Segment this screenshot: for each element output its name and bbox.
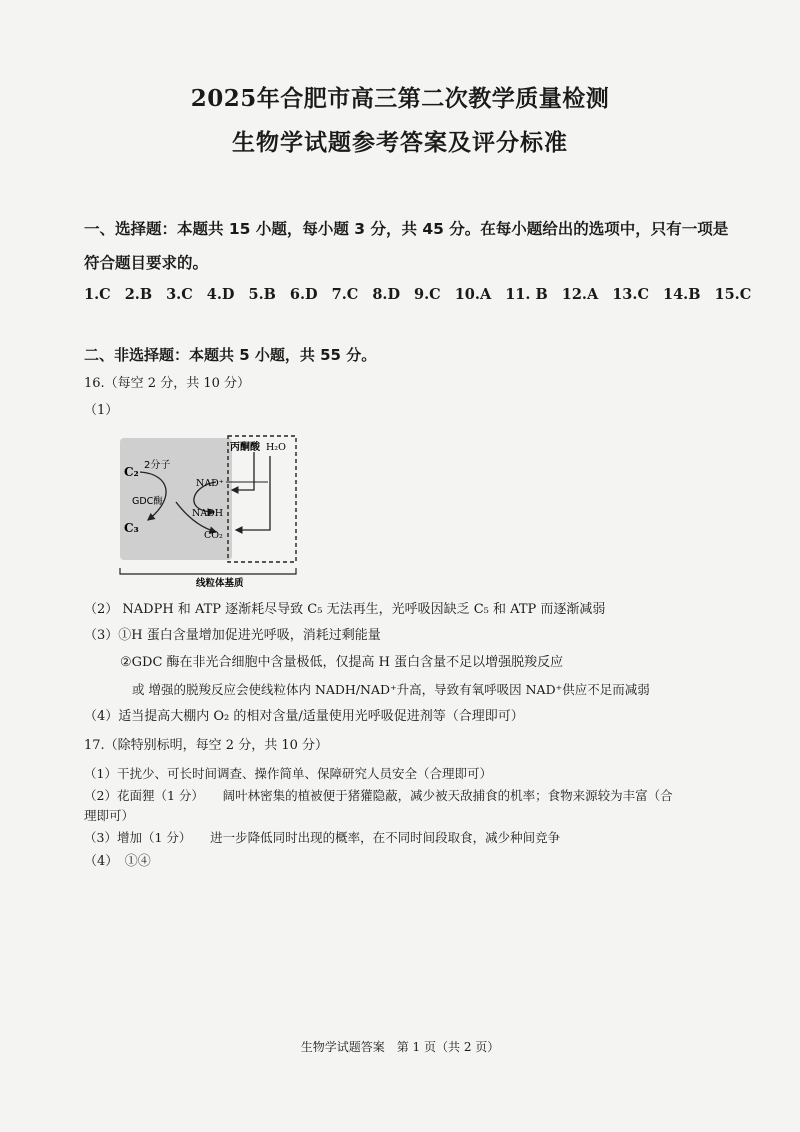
answer-item: 3.C [166,286,193,303]
answer-item: 12.A [561,286,599,303]
section1-line2: 符合题目要求的。 [84,254,209,272]
label-co2: CO₂ [204,530,223,541]
page-title: 2025年合肥市高三第二次教学质量检测 [190,85,610,112]
answer-item: 4.D [206,286,235,303]
q17-header: 17.（除特别标明，每空 2 分，共 10 分） [84,738,329,753]
mitochondria-diagram [118,432,308,592]
answer-item: 11. B [505,286,548,303]
label-matrix: 线粒体基质 [196,578,244,589]
label-h2o: H₂O [266,442,286,453]
label-nadh: NADH [192,508,224,519]
answer-item: 5.B [248,286,276,303]
answer-item: 13.C [612,286,649,303]
q16-part3a: （3）①H 蛋白含量增加促进光呼吸，消耗过剩能量 [84,628,381,643]
section2-heading: 二、非选择题：本题共 5 小题，共 55 分。 [84,346,377,364]
q16-part3b: ②GDC 酶在非光合细胞中含量极低，仅提高 H 蛋白含量不足以增强脱羧反应 [120,655,564,670]
q17-part4: （4） ①④ [84,854,151,869]
answer-item: 2.B [124,286,153,303]
answer-item: 7.C [331,286,359,303]
q17-part2b: 理即可） [84,808,135,823]
q16-part2: （2） NADPH 和 ATP 逐渐耗尽导致 C₅ 无法再生，光呼吸因缺乏 C₅ 和 ATP 而逐渐减弱 [84,602,606,617]
label-c2: C₂ [124,465,139,479]
label-gdc: GDC酶 [132,496,163,507]
answer-item: 10.A [454,286,492,303]
section1-line1: 一、选择题：本题共 15 小题，每小题 3 分，共 45 分。在每小题给出的选项中，只有一项是 [84,220,729,238]
q16-header: 16.（每空 2 分，共 10 分） [84,376,251,391]
section1-instructions [84,212,734,280]
answer-item: 9.C [414,286,441,303]
page-subtitle: 生物学试题参考答案及评分标准 [232,129,568,156]
label-c3: C₃ [124,521,139,535]
multiple-choice-answers [84,286,752,303]
label-nad-plus: NAD⁺ [196,478,224,489]
answer-item: 1.C [84,286,111,303]
label-two-molecules: 2分子 [144,460,171,471]
matrix-boundary [228,436,296,562]
q16-part3c: 或 增强的脱羧反应会使线粒体内 NADH/NAD⁺升高，导致有氧呼吸因 NAD⁺供应不足而减弱 [132,682,650,697]
q16-part1-label: （1） [84,403,119,418]
q17-part2a: （2）花面狸（1 分） 阔叶林密集的植被便于猪獾隐蔽，减少被天敌捕食的机率；食物来源较为丰富（合 [84,788,673,803]
answer-item: 15.C [714,286,752,303]
answer-item: 6.D [289,286,318,303]
q16-part4: （4）适当提高大棚内 O₂ 的相对含量/适量使用光呼吸促进剂等（合理即可） [84,709,524,724]
answer-item: 8.D [372,286,401,303]
page-footer: 生物学试题答案 第 1 页（共 2 页） [300,1040,500,1054]
q17-part1: （1）干扰少、可长时间调查、操作简单、保障研究人员安全（合理即可） [84,766,492,781]
label-pyruvate: 丙酮酸 [230,442,260,453]
answer-item: 14.B [663,286,701,303]
q17-part3: （3）增加（1 分） 进一步降低同时出现的概率，在不同时间段取食，减少种间竞争 [84,830,561,845]
